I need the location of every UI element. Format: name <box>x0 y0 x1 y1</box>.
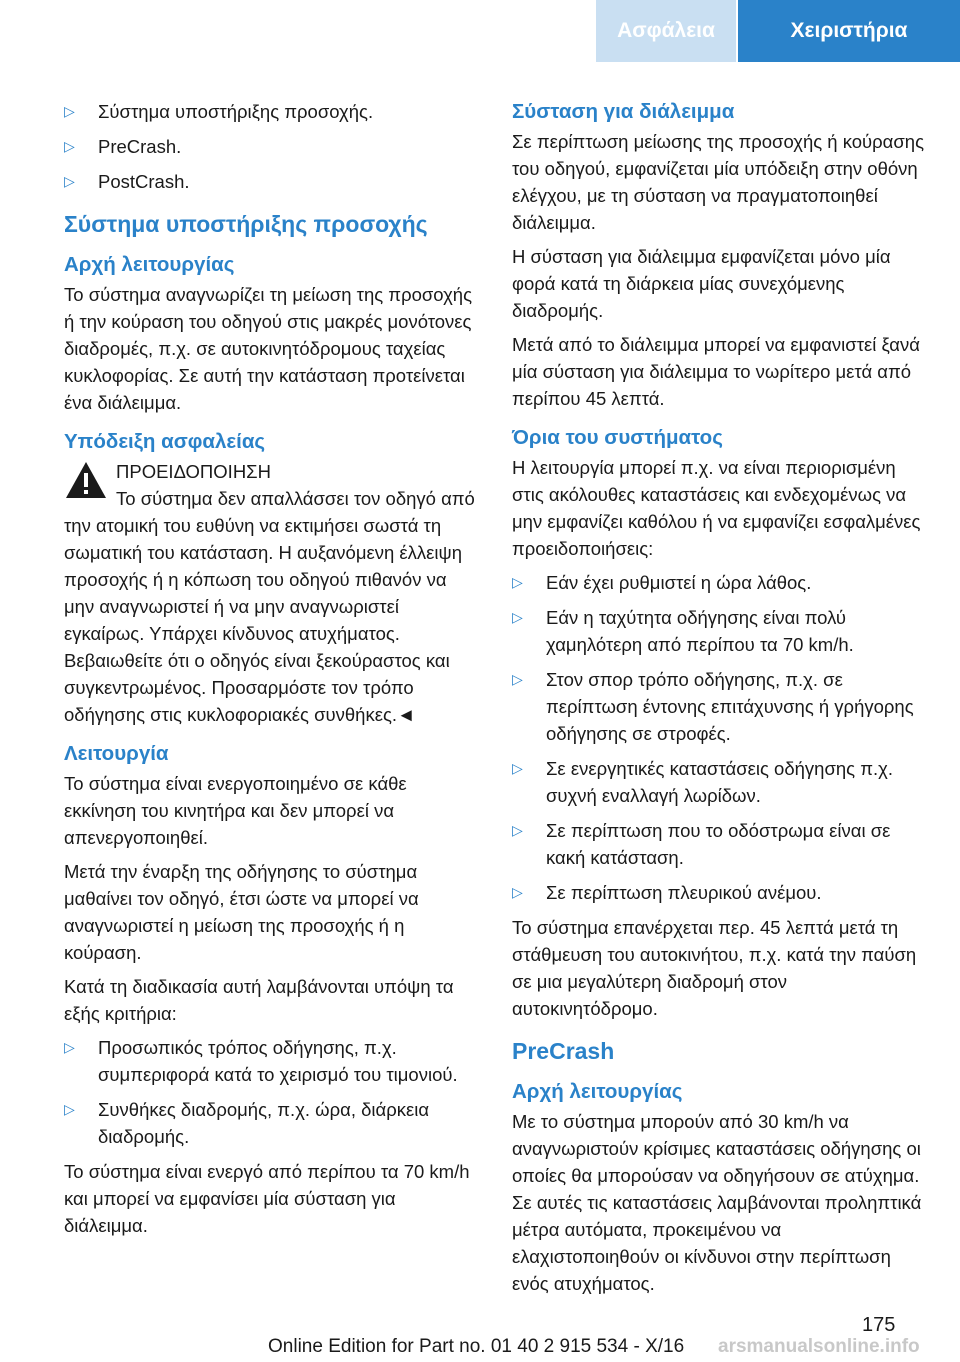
list-item: ▷ Προσωπικός τρόπος οδήγησης, π.χ. συμπεριφορά κατά το χειρισμό του τιμονιού. <box>64 1034 476 1088</box>
heading-safety-note: Υπόδειξη ασφαλείας <box>64 430 266 453</box>
left-column <box>64 98 476 1246</box>
function-text-4: Το σύστημα είναι ενεργό από περίπου τα 70 km/h και μπορεί να εμφανίσει μία σύσταση για διάλειμμα. <box>64 1161 470 1236</box>
principle-text: Το σύστημα αναγνωρίζει τη μείωση της προσοχής ή την κούραση του οδηγού στις μακρές μονότονες διαδρομές, π.χ. σε αυτοκινητόδρομους ταχείας κυκλοφορίας. Σε αυτή την κατάσταση προτείνεται ένα διάλειμμα. <box>64 284 473 413</box>
list-item: ▷ Εάν έχει ρυθμιστεί η ώρα λάθος. <box>512 569 932 596</box>
heading-break-recommendation: Σύσταση για διάλειμμα <box>512 100 735 123</box>
intro-list <box>64 98 476 195</box>
page-number: 175 <box>862 1314 896 1336</box>
heading-function: Λειτουργία <box>64 742 169 765</box>
heading-system-limits: Όρια του συστήματος <box>512 426 723 449</box>
list-item: ▷ PostCrash. <box>64 168 476 195</box>
list-item: ▷ Σε ενεργητικές καταστάσεις οδήγησης π.χ. συχνή εναλλαγή λωρίδων. <box>512 755 932 809</box>
function-text-1: Το σύστημα είναι ενεργοποιημένο σε κάθε εκκίνηση του κινητήρα και δεν μπορεί να απενεργοποιηθεί. <box>64 773 407 848</box>
footer-edition: Online Edition for Part no. 01 40 2 915 534 - X/16 <box>268 1336 685 1357</box>
function-text-2: Μετά την έναρξη της οδήγησης το σύστημα μαθαίνει τον οδηγό, έτσι ώστε να μπορεί να αναγνωριστεί η μείωση της προσοχής ή η κούραση. <box>64 861 419 963</box>
triangle-bullet-icon: ▷ <box>64 103 75 119</box>
list-item: ▷ Σε περίπτωση πλευρικού ανέμου. <box>512 879 932 906</box>
triangle-bullet-icon: ▷ <box>512 822 523 838</box>
warning-box <box>64 458 476 485</box>
list-item: ▷ Στον σπορ τρόπο οδήγησης, π.χ. σε περίπτωση έντονης επιτάχυνσης ή γρήγορης οδήγησης σε στροφές. <box>512 666 932 747</box>
warning-triangle-icon <box>64 460 108 500</box>
list-item: ▷ Συνθήκες διαδρομής, π.χ. ώρα, διάρκεια διαδρομής. <box>64 1096 476 1150</box>
triangle-bullet-icon: ▷ <box>512 760 523 776</box>
break-text-2: Η σύσταση για διάλειμμα εμφανίζεται μόνο μία φορά κατά τη διάρκεια μίας συνεχόμενης διαδρομής. <box>512 246 891 321</box>
limits-text-2: Το σύστημα επανέρχεται περ. 45 λεπτά μετά τη στάθμευση του αυτοκινήτου, π.χ. κατά την παύση σε μια μεγαλύτερη διαδρομή στον αυτοκινητόδρομο. <box>512 917 917 1019</box>
triangle-bullet-icon: ▷ <box>64 1039 75 1055</box>
list-item: ▷ PreCrash. <box>64 133 476 160</box>
triangle-bullet-icon: ▷ <box>512 574 523 590</box>
criteria-list <box>64 1034 476 1150</box>
heading-principle: Αρχή λειτουργίας <box>64 253 235 276</box>
list-item: ▷ Σύστημα υποστήριξης προσοχής. <box>64 98 476 125</box>
triangle-bullet-icon: ▷ <box>64 173 75 189</box>
triangle-bullet-icon: ▷ <box>512 609 523 625</box>
heading-precrash: PreCrash <box>512 1038 615 1064</box>
precrash-text: Με το σύστημα μπορούν από 30 km/h να αναγνωριστούν κρίσιμες καταστάσεις οδήγησης οι οποίες θα μπορούσαν να οδηγήσουν σε ατύχημα. Σε αυτές τις καταστάσεις λαμβάνονται προληπτικά μέτρα αυτόματα, προκειμένου να ελαχιστοποιηθούν οι κίνδυνοι στην περίπτωση ενός ατυχήματος. <box>512 1111 922 1294</box>
triangle-bullet-icon: ▷ <box>64 138 75 154</box>
break-text-3: Μετά από το διάλειμμα μπορεί να εμφανιστεί ξανά μία σύσταση για διάλειμμα το νωρίτερο μετά από περίπου 45 λεπτά. <box>512 334 920 409</box>
list-item: ▷ Σε περίπτωση που το οδόστρωμα είναι σε κακή κατάσταση. <box>512 817 932 871</box>
limits-list <box>512 569 932 906</box>
chapter-tab[interactable]: Χειριστήρια <box>738 0 960 62</box>
watermark: arsmanualsonline.info <box>718 1336 920 1357</box>
triangle-bullet-icon: ▷ <box>64 1101 75 1117</box>
warning-title: ΠΡΟΕΙΔΟΠΟΙΗΣΗ <box>116 461 271 482</box>
triangle-bullet-icon: ▷ <box>512 671 523 687</box>
page-header <box>0 0 960 62</box>
break-text-1: Σε περίπτωση μείωσης της προσοχής ή κούρασης του οδηγού, εμφανίζεται μία υπόδειξη στην οθόνη ελέγχου, με τη σύσταση να πραγματοποιηθεί διάλειμμα. <box>512 131 924 233</box>
warning-text: Το σύστημα δεν απαλλάσσει τον οδηγό από την ατομική του ευθύνη να εκτιμήσει σωστά τη σωματική του κατάσταση. Η αυξανόμενη έλλειψη προσοχής ή η κόπωση του οδηγού πιθανόν να μην αναγνωριστεί ή να μην αναγνωριστεί εγκαίρως. Υπάρχει κίνδυνος ατυχήματος. Βεβαιωθείτε ότι ο οδηγός είναι ξεκούραστος και συγκεντρωμένος. Προσαρμόστε τον τρόπο οδήγησης στις κυκλοφοριακές συνθήκες.◄ <box>64 488 475 725</box>
function-text-3: Κατά τη διαδικασία αυτή λαμβάνονται υπόψη τα εξής κριτήρια: <box>64 976 454 1024</box>
heading-attention-assist: Σύστημα υποστήριξης προσοχής <box>64 211 428 237</box>
heading-precrash-principle: Αρχή λειτουργίας <box>512 1080 683 1103</box>
right-column <box>512 98 932 1304</box>
section-tab[interactable]: Ασφάλεια <box>596 0 736 62</box>
list-item: ▷ Εάν η ταχύτητα οδήγησης είναι πολύ χαμηλότερη από περίπου τα 70 km/h. <box>512 604 932 658</box>
limits-text-1: Η λειτουργία μπορεί π.χ. να είναι περιορισμένη στις ακόλουθες καταστάσεις και ενδεχομένως να μην εμφανίζει καθόλου ή να εμφανίζει εσφαλμένες προειδοποιήσεις: <box>512 457 921 559</box>
triangle-bullet-icon: ▷ <box>512 884 523 900</box>
